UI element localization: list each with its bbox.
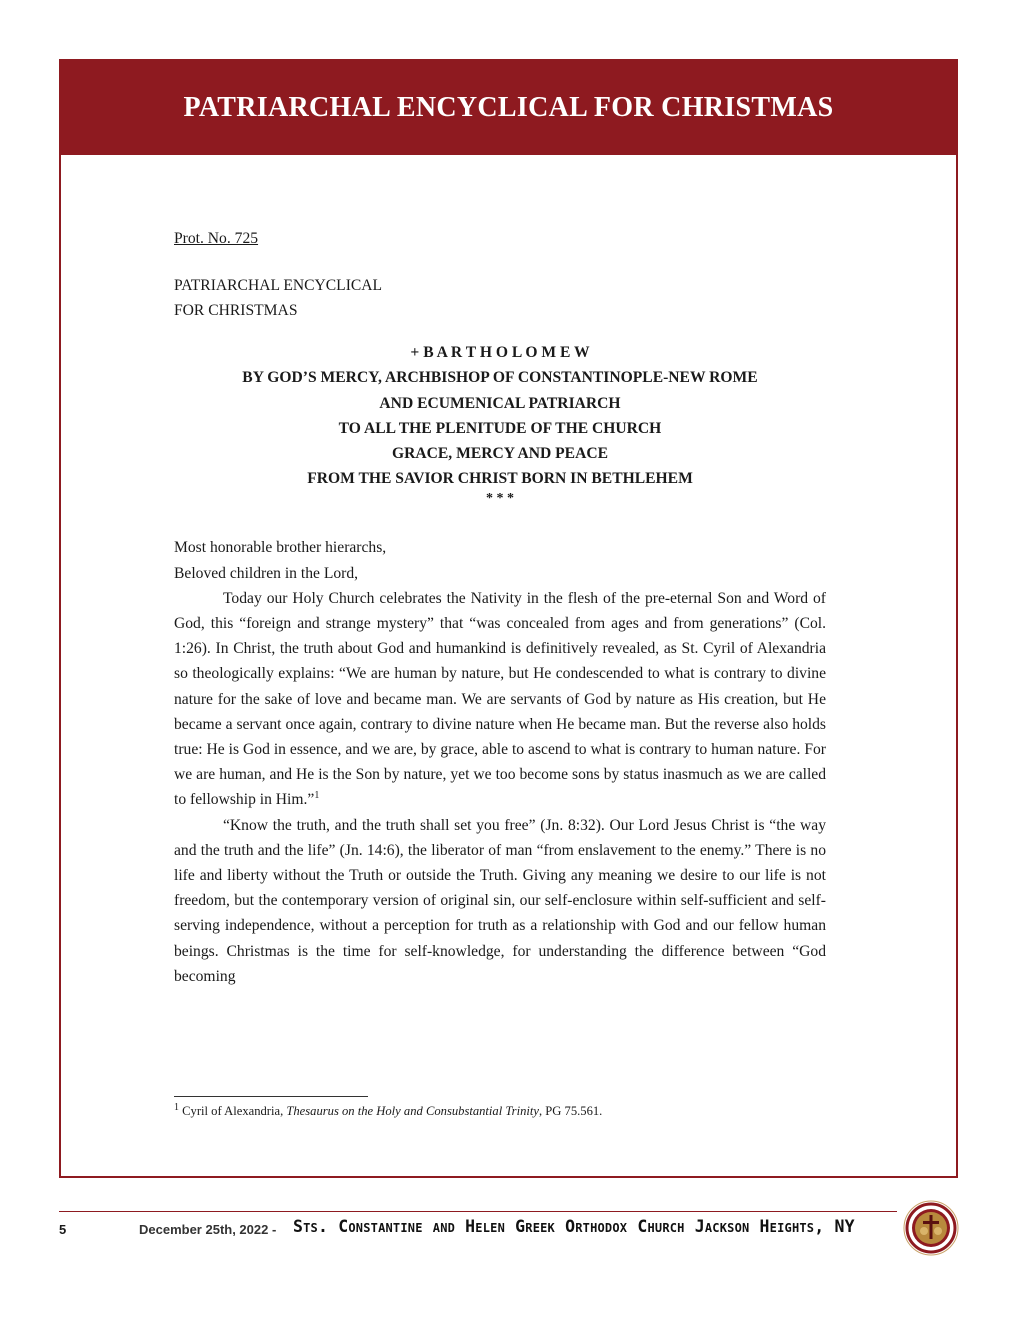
body-paragraph — [174, 813, 826, 989]
salutation-line: TO ALL THE PLENITUDE OF THE CHURCH — [338, 419, 662, 437]
greeting-line: Beloved children in the Lord, — [174, 564, 359, 582]
footer-church-name: Sts. Constantine and Helen Greek Orthodox Church Jackson Heights, NY — [293, 1217, 855, 1236]
footnote — [174, 1102, 874, 1120]
paragraph-text: Today our Holy Church celebrates the Nativity in the flesh of the pre-eternal Son and Word of God, this “foreign and strange mystery” that “was concealed from ages and from generations” (Col. 1:26). In Christ, the truth about God and humankind is definitively revealed, as St. Cyril of Alexandria so theologically explains: “We are human by nature, but He condescended to what is contrary to divine nature for the sake of love and became man. We are servants of God by nature as His creation, but He became a servant once again, contrary to divine nature when He became man. But the reverse also holds true: He is God in essence, and we are, by grace, able to ascend to what is contrary to human nature. For we are human, and He is the Son by nature, yet we too become sons by status inasmuch as we are called to fellowship in Him.” — [174, 589, 826, 809]
greeting-line: Most honorable brother hierarchs, — [174, 539, 387, 557]
heading-line: PATRIARCHAL ENCYCLICAL — [174, 277, 383, 295]
page-title: PATRIARCHAL ENCYCLICAL FOR CHRISTMAS — [183, 92, 834, 123]
footnote-number: 1 — [174, 1101, 179, 1113]
footer-rule — [59, 1211, 897, 1212]
footnote-reference[interactable]: 1 — [314, 790, 320, 802]
salutation-line: BY GOD’S MERCY, ARCHBISHOP OF CONSTANTINOPLE-NEW ROME — [242, 369, 758, 387]
salutation-line: AND ECUMENICAL PATRIARCH — [379, 394, 621, 412]
encyclical-heading — [174, 273, 826, 323]
church-seal-icon — [903, 1200, 959, 1256]
footnote-divider — [174, 1096, 368, 1097]
paragraph-text: “Know the truth, and the truth shall set you free” (Jn. 8:32). Our Lord Jesus Christ is “the way and the truth and the life” (Jn. 14:6), the liberator of man “from enslavement to the enemy.” There is no life and liberty without the Truth or outside the Truth. Giving any meaning we desire to our life is not freedom, but the contemporary version of original sin, our self-enclosure within self-sufficient and self-serving independence, without a perception for truth as a relationship with God and our fellow human beings. Christmas is the time for self-knowledge, for understanding the difference between “God becoming — [174, 816, 826, 985]
page-number: 5 — [59, 1222, 67, 1237]
patriarch-salutation — [174, 340, 826, 507]
footnote-title: Thesaurus on the Holy and Consubstantial Trinity — [286, 1104, 539, 1118]
salutation-line: GRACE, MERCY AND PEACE — [391, 445, 608, 463]
section-divider-stars: * * * — [486, 491, 514, 507]
footer-date: December 25th, 2022 - — [139, 1222, 277, 1237]
greeting — [174, 535, 826, 585]
salutation-line: + B A R T H O L O M E W — [410, 344, 590, 362]
heading-line: FOR CHRISTMAS — [174, 302, 298, 320]
footnote-author: Cyril of Alexandria, — [179, 1104, 287, 1118]
footnote-ref: , PG 75.561. — [538, 1104, 603, 1118]
body-paragraph — [174, 586, 826, 813]
title-banner — [61, 61, 956, 155]
protocol-number: Prot. No. 725 — [174, 230, 259, 247]
salutation-line: FROM THE SAVIOR CHRIST BORN IN BETHLEHEM — [307, 470, 693, 488]
letter-body — [174, 226, 826, 989]
